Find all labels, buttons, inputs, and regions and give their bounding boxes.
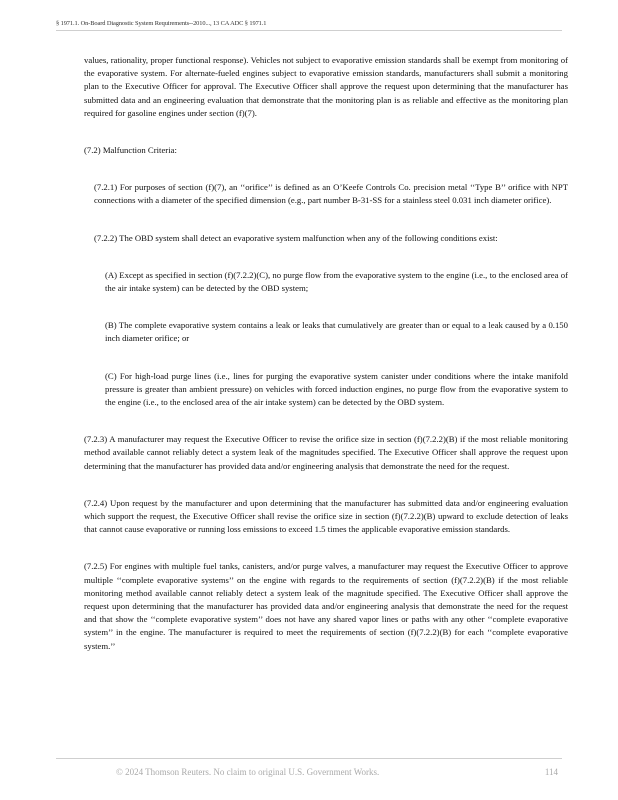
paragraph-malfunction-criteria-heading: (7.2) Malfunction Criteria: xyxy=(84,145,177,156)
paragraph-7-2-2: (7.2.2) The OBD system shall detect an evaporative system malfunction when any of the following conditions exist: xyxy=(94,232,498,243)
paragraph-7-2-3: (7.2.3) A manufacturer may request the Executive Officer to revise the orifice size in section (f)(7.2.2)(B) if the most reliable monitoring method available cannot reliably detect a system leak of the magnitudes specified. The Executive Officer shall approve the request upon determining that the manufacturer has provided data and/or engineering analysis that demonstrate the need for the request. xyxy=(84,434,568,471)
paragraph-7-2-5: (7.2.5) For engines with multiple fuel tanks, canisters, and/or purge valves, a manufacturer may request the Executive Officer to approve multiple ‘‘complete evaporative systems’’ on the engine with regards to the requirements of section (f)(7.2.2)(B) if the most reliable monitoring method available cannot reliably detect a system leak of the magnitude specified. The Executive Officer shall approve the request upon determining that the manufacturer has provided data and/or engineering analysis that demonstrate the need for the request and that show the ‘‘complete evaporative system’’ does not have any shared vapor lines or paths with any other ‘‘complete evaporative system’’ in the engine. The manufacturer is required to meet the requirements of section (f)(7.2.2)(B) for each ‘‘complete evaporative system.’’ xyxy=(84,561,568,651)
paragraph-7-2-2-c: (C) For high-load purge lines (i.e., lines for purging the evaporative system canister under conditions where the intake manifold pressure is greater than ambient pressure) on vehicles with forced induction engines, no purge flow from the evaporative system to the engine (i.e., to the enclosed area of the air intake system) can be detected by the OBD system. xyxy=(105,370,568,408)
paragraph-evaporative-intro: values, rationality, proper functional response). Vehicles not subject to evaporative emission standards shall be exempt from monitoring of the evaporative system. For alternate-fueled engines subject to evaporative emission standards, manufacturers shall submit a monitoring plan to the Executive Officer for approval. The Executive Officer shall approve the request upon determining that the manufacturer has submitted data and an engineering evaluation that demonstrate that the monitoring plan is as reliable and effective as the monitoring plan required for gasoline engines under section (f)(7). xyxy=(84,55,568,118)
paragraph-7-2-2-a: (A) Except as specified in section (f)(7.2.2)(C), no purge flow from the evaporative system to the engine (i.e., to the enclosed area of the air intake system) can be detected by the OBD system; xyxy=(105,269,568,294)
paragraph-7-2-4: (7.2.4) Upon request by the manufacturer and upon determining that the manufacturer has submitted data and/or engineering evaluation which support the request, the Executive Officer shall revise the orifice size in section (f)(7.2.2)(B) upward to exclude detection of leaks that cannot cause evaporative or running loss emissions to exceed 1.5 times the applicable evaporative emission standards. xyxy=(84,497,568,535)
document-body xyxy=(84,54,568,653)
page-footer xyxy=(56,758,562,777)
page-number: 114 xyxy=(544,767,558,777)
running-header: § 1971.1. On-Board Diagnostic System Requirements--2010..., 13 CA ADC § 1971.1 xyxy=(56,20,562,31)
copyright-notice: © 2024 Thomson Reuters. No claim to original U.S. Government Works. xyxy=(116,767,380,777)
paragraph-7-2-1: (7.2.1) For purposes of section (f)(7), an ‘‘orifice’’ is defined as an O’Keefe Controls Co. precision metal ‘‘Type B’’ orifice with NPT connections with a diameter of the specified dimension (e.g., part number B-31-SS for a stainless steel 0.031 inch diameter orifice). xyxy=(94,182,568,206)
paragraph-7-2-2-b: (B) The complete evaporative system contains a leak or leaks that cumulatively are greater than or equal to a leak caused by a 0.150 inch diameter orifice; or xyxy=(105,320,568,344)
